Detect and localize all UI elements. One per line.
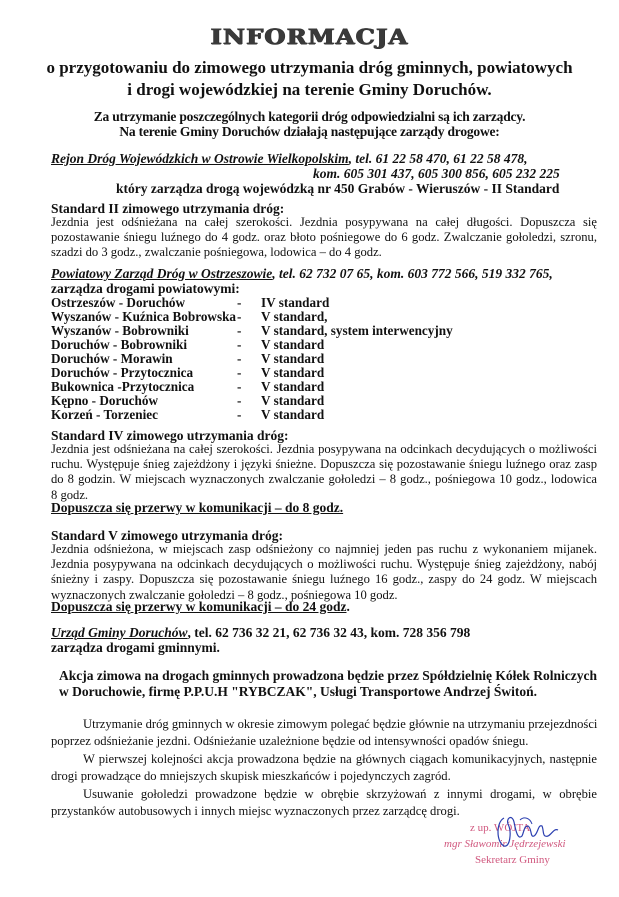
- standard-v-break-note: Dopuszcza się przerwy w komunikacji – do 24 godz: [51, 599, 347, 614]
- standard-v-line: Jezdnia posypywana na odcinkach decydujących o możliwości ruchu. Występuje śnieg zajeżdżony, nabój: [51, 557, 597, 572]
- closing-line: poprzez odśnieżanie jezdni. Odśnieżanie uzależnione będzie od intensywności opadów śniegu.: [51, 734, 529, 748]
- road-name: Wyszanów - Bobrowniki: [51, 323, 189, 338]
- standard-iv-break-note: Dopuszcza się przerwy w komunikacji – do 8 godz.: [51, 500, 344, 515]
- closing-line: przystanków autobusowych i innych miejsc wyznaczonych przez zarządcę drogi.: [51, 804, 460, 818]
- road-standard: IV standard: [261, 295, 330, 310]
- standard-iv-text: [51, 442, 597, 503]
- county-authority-contact: , tel. 62 732 07 65, kom. 603 772 566, 519 332 765,: [272, 266, 553, 281]
- municipal-authority-contact: , tel. 62 736 32 21, 62 736 32 43, kom. 728 356 798: [187, 625, 471, 640]
- document-title: INFORMACJA: [210, 24, 409, 49]
- road-dash: -: [237, 351, 242, 366]
- road-name: Doruchów - Morawin: [51, 351, 173, 366]
- standard-v-break-note-suffix: .: [346, 599, 350, 614]
- road-dash: -: [237, 337, 242, 352]
- contractors-line-1: Akcja zimowa na drogach gminnych prowadzona będzie przez Spółdzielnię Kółek Rolniczych: [59, 668, 597, 683]
- road-dash: -: [237, 295, 242, 310]
- road-name: Korzeń - Torzeniec: [51, 407, 158, 422]
- standard-v-line: wyznaczonych zwalczanie gołoledzi – 8 godz., pośniegowa 10 godz.: [51, 587, 398, 602]
- intro-line-1: Za utrzymanie poszczególnych kategorii dróg odpowiedzialni są ich zarządcy.: [93, 109, 526, 124]
- intro-line-2: Na terenie Gminy Doruchów działają następujące zarządy drogowe:: [119, 124, 500, 139]
- standard-iv-line: do 8 godzin. W miejscach wyznaczonych zwalczanie gołoledzi – 8 godz., pośniegowa 10 godz., lodowica: [51, 472, 597, 487]
- road-dash: -: [237, 365, 242, 380]
- road-name: Kępno - Doruchów: [51, 393, 158, 408]
- road-standard: V standard,: [261, 309, 328, 324]
- road-standard: V standard, system interwencyjny: [261, 323, 453, 338]
- stamp-line-1: z up. WÓJTA: [470, 822, 531, 834]
- closing-line: Usuwanie gołoledzi prowadzone będzie w obrębie skrzyżowań z innymi drogami, w obrębie: [83, 787, 597, 801]
- closing-line: W pierwszej kolejności akcja prowadzona będzie na głównych ciągach komunikacyjnych, następnie: [83, 752, 597, 766]
- county-authority-manages: zarządza drogami powiatowymi:: [51, 281, 240, 296]
- road-standard: V standard: [261, 379, 325, 394]
- standard-v-heading: Standard V zimowego utrzymania dróg:: [51, 528, 283, 543]
- subtitle-line-2: i drogi wojewódzkiej na terenie Gminy Doruchów.: [127, 80, 492, 99]
- voivodeship-authority-mobile: kom. 605 301 437, 605 300 856, 605 232 225: [313, 166, 560, 181]
- closing-line: Utrzymanie dróg gminnych w okresie zimowym polegać będzie głównie na utrzymaniu przejezdności: [83, 717, 598, 731]
- road-standard: V standard: [261, 365, 325, 380]
- road-standard: V standard: [261, 407, 325, 422]
- road-standard: V standard: [261, 337, 325, 352]
- standard-v-break-note-wrap: [51, 599, 350, 615]
- road-dash: -: [237, 323, 242, 338]
- standard-v-text: [51, 542, 597, 603]
- standard-ii-line: Jezdnia jest odśnieżana na całej szerokości. Jezdnia posypywana na całej długości. Dopuszcza się: [51, 215, 597, 229]
- road-name: Bukownica -Przytocznica: [51, 379, 195, 394]
- municipal-authority-name: Urząd Gminy Doruchów: [51, 625, 188, 640]
- voivodeship-road-line: który zarządza drogą wojewódzką nr 450 Grabów - Wieruszów - II Standard: [116, 181, 560, 196]
- road-dash: -: [237, 393, 242, 408]
- road-name: Doruchów - Bobrowniki: [51, 337, 188, 352]
- contractors-line-2: w Doruchowie, firmę P.P.U.H "RYBCZAK", Usługi Transportowe Andrzej Świtoń.: [59, 684, 538, 699]
- county-authority: [51, 266, 553, 282]
- standard-iv-line: Jezdnia jest odśnieżana na całej szerokości. Jezdnia posypywana na odcinkach decydujących o możliwości: [51, 442, 597, 456]
- voivodeship-authority-tel: , tel. 61 22 58 470, 61 22 58 478,: [348, 151, 528, 166]
- closing-paragraph-1: [51, 716, 597, 750]
- road-name: Wyszanów - Kuźnica Bobrowska: [51, 309, 237, 324]
- road-name: Ostrzeszów - Doruchów: [51, 295, 186, 310]
- county-authority-name: Powiatowy Zarząd Dróg w Ostrzeszowie: [51, 266, 273, 281]
- standard-ii-line: szadzi do 3 godz., zwalczanie pośniegowa, lodowica – do 4 godz.: [51, 245, 382, 260]
- handwritten-signature-icon: [490, 812, 570, 852]
- standard-iv-line: 8 godz.: [51, 487, 89, 502]
- standard-ii-text: [51, 215, 597, 261]
- stamp-line-2: mgr Sławomir Jędrzejewski: [444, 838, 566, 850]
- municipal-authority-manages: zarządza drogami gminnymi.: [51, 640, 220, 655]
- road-dash: -: [237, 407, 242, 422]
- standard-iv-line: ruchu. Występuje śnieg zajeżdżony i języki śnieżne. Dopuszcza się pozostawanie śniegu luźnego oraz zasp: [51, 457, 597, 472]
- road-standard: V standard: [261, 393, 325, 408]
- standard-iv-heading: Standard IV zimowego utrzymania dróg:: [51, 428, 289, 443]
- voivodeship-authority-name: Rejon Dróg Wojewódzkich w Ostrowie Wielkopolskim: [51, 151, 349, 166]
- standard-ii-heading: Standard II zimowego utrzymania dróg:: [51, 201, 285, 216]
- standard-v-line: śnieżny i zaspy. Dopuszcza się pozostawanie śniegu luźnego 16 godz., zaspy do 24 godz. W miejscach: [51, 572, 597, 587]
- closing-paragraph-2: [51, 751, 597, 785]
- road-name: Doruchów - Przytocznica: [51, 365, 194, 380]
- road-dash: -: [237, 379, 242, 394]
- standard-v-line: Jezdnia odśnieżona, w miejscach zasp odśnieżony co najmniej jeden pas ruchu z wykonaniem mijanek.: [51, 542, 597, 556]
- subtitle-line-1: o przygotowaniu do zimowego utrzymania dróg gminnych, powiatowych: [46, 58, 573, 77]
- voivodeship-authority: [51, 151, 528, 167]
- road-standard: V standard: [261, 351, 325, 366]
- standard-ii-line: pozostawanie śniegu luźnego do 4 godz. oraz błoto pośniegowe do 6 godz. Zwalczanie gołoledzi, szronu,: [51, 230, 597, 245]
- municipal-authority: [51, 625, 470, 641]
- road-dash: -: [237, 309, 242, 324]
- stamp-line-3: Sekretarz Gminy: [475, 854, 550, 866]
- closing-line: drogi prowadzące do mniejszych skupisk mieszkańców i pojedynczych zagród.: [51, 769, 451, 783]
